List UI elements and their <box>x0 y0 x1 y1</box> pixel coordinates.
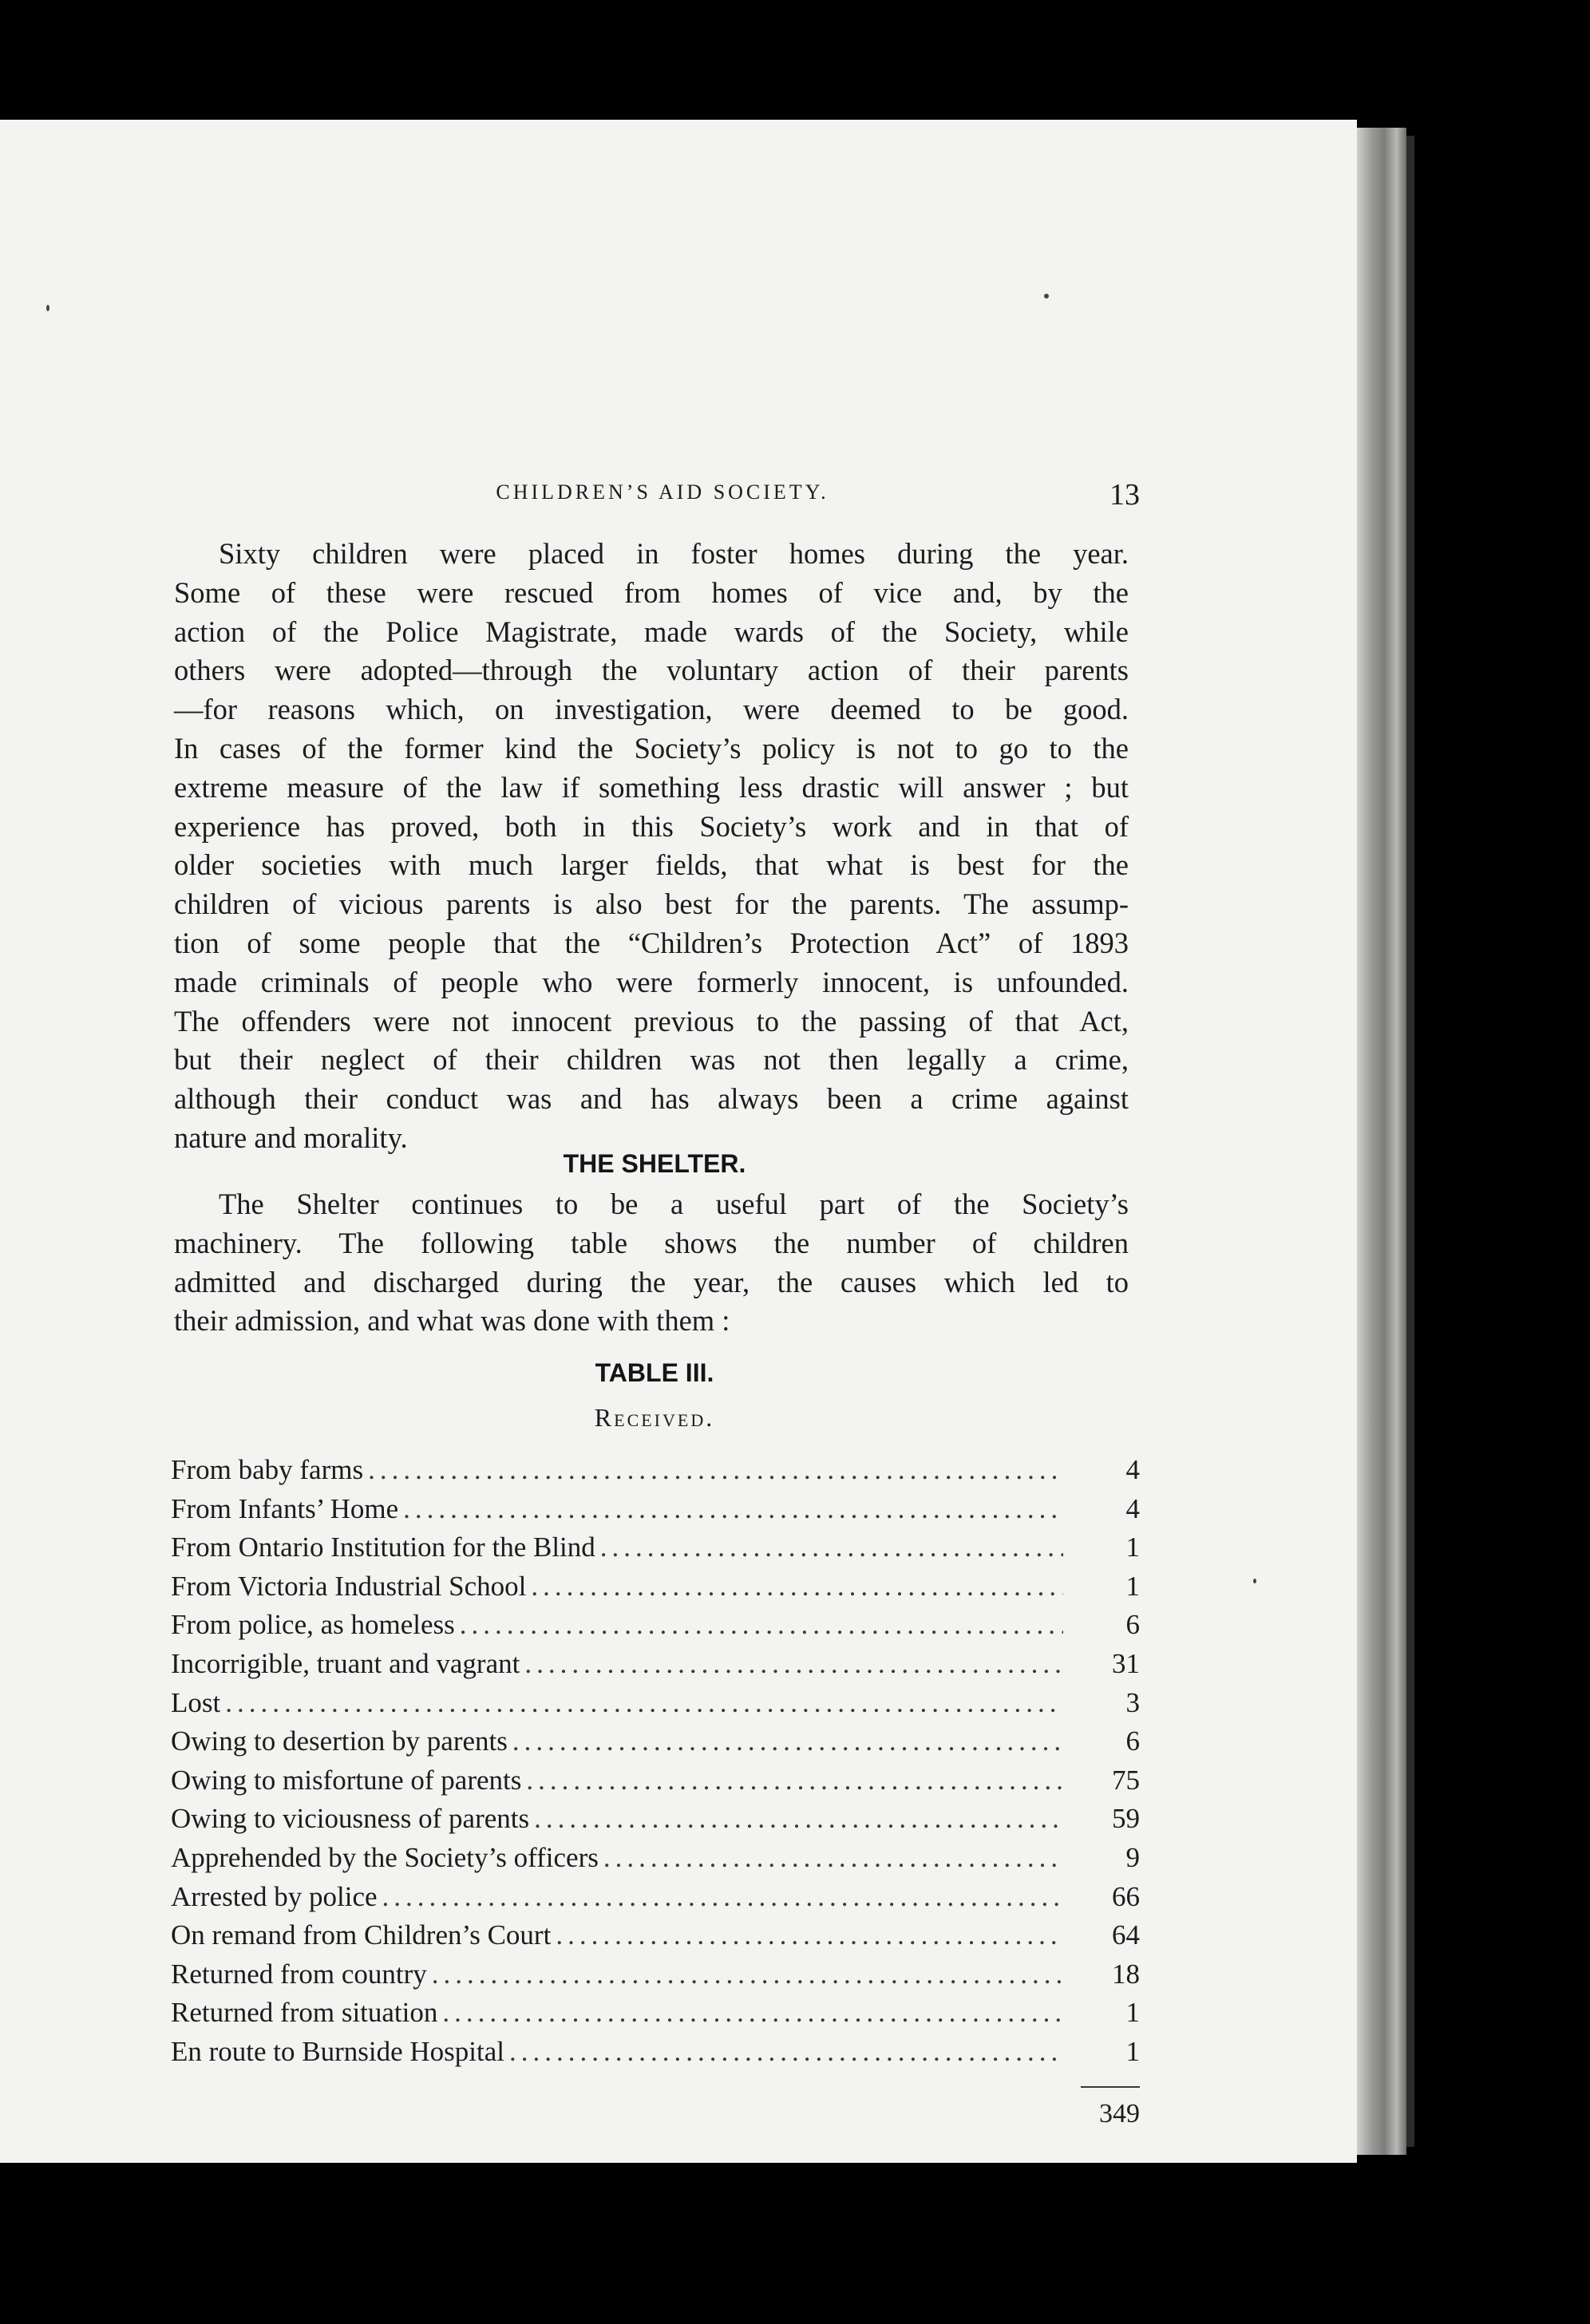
body-line: older societies with much larger fields, that what is best for the <box>174 848 1129 882</box>
body-line: made criminals of people who were formerly innocent, is unfounded. <box>174 965 1129 998</box>
row-label: On remand from Children’s Court <box>171 1919 552 1951</box>
body-line: The offenders were not innocent previous to the passing of that Act, <box>174 1004 1129 1038</box>
dot-leader <box>509 2033 1063 2072</box>
body-line: In cases of the former kind the Society’s policy is not to go to the <box>174 731 1129 765</box>
row-label: Apprehended by the Society’s officers <box>171 1841 599 1873</box>
dot-leader <box>432 1955 1063 1994</box>
body-line: others were adopted—through the voluntary action of their parents <box>174 654 1129 687</box>
body-line: nature and morality. <box>174 1120 408 1154</box>
body-line: although their conduct was and has always been a crime against <box>174 1082 1129 1116</box>
row-label: Owing to misfortune of parents <box>171 1764 522 1796</box>
row-label: Incorrigible, truant and vagrant <box>171 1647 520 1679</box>
received-table <box>171 1441 1140 2067</box>
page-edge <box>1357 128 1406 2155</box>
row-value: 3 <box>1125 1686 1140 1718</box>
dot-leader <box>531 1567 1063 1607</box>
dot-leader <box>442 1994 1063 2033</box>
body-line: action of the Police Magistrate, made wards of the Society, while <box>174 615 1129 648</box>
row-value: 75 <box>1112 1764 1140 1796</box>
row-value: 6 <box>1125 1725 1140 1757</box>
dot-leader <box>526 1761 1063 1800</box>
scan-speck <box>1253 1579 1256 1583</box>
page-number: 13 <box>1109 478 1140 512</box>
dot-leader <box>460 1606 1063 1645</box>
row-value: 31 <box>1112 1647 1140 1679</box>
row-value: 64 <box>1112 1919 1140 1951</box>
body-line: children of vicious parents is also best for the parents. The assump- <box>174 887 1129 921</box>
table-subtitle: Received. <box>594 1403 715 1432</box>
table-row <box>171 1441 1140 1485</box>
row-value: 1 <box>1125 1532 1140 1563</box>
dot-leader <box>534 1800 1063 1839</box>
dot-leader <box>512 1722 1063 1761</box>
row-value: 1 <box>1125 1997 1140 2029</box>
body-line: admitted and discharged during the year, the causes which led to <box>174 1265 1129 1298</box>
scan-speck <box>46 305 49 311</box>
dot-leader <box>368 1451 1063 1490</box>
body-line: Some of these were rescued from homes of vice and, by the <box>174 575 1129 609</box>
row-value: 59 <box>1112 1803 1140 1835</box>
page-edge-shadow <box>1406 136 1414 2147</box>
body-line: extreme measure of the law if something less drastic will answer ; but <box>174 770 1129 804</box>
book-page <box>0 120 1357 2163</box>
running-head: CHILDREN’S AID SOCIETY. <box>496 480 829 504</box>
row-value: 18 <box>1112 1958 1140 1990</box>
body-line: tion of some people that the “Children’s Protection Act” of 1893 <box>174 926 1129 959</box>
section-heading: THE SHELTER. <box>563 1149 746 1178</box>
body-line: —for reasons which, on investigation, were deemed to be good. <box>174 693 1129 726</box>
row-label: From Infants’ Home <box>171 1492 399 1524</box>
shelter-paragraph <box>174 1185 1129 1341</box>
row-label: From police, as homeless <box>171 1609 455 1641</box>
body-line: The Shelter continues to be a useful part of the Society’s <box>219 1188 1129 1220</box>
dot-leader <box>556 1916 1063 1955</box>
row-value: 1 <box>1125 1570 1140 1602</box>
row-label: From Ontario Institution for the Blind <box>171 1532 595 1563</box>
row-label: Returned from country <box>171 1958 427 1990</box>
dot-leader <box>225 1684 1063 1723</box>
body-line: Sixty children were placed in foster homes during the year. <box>219 537 1129 570</box>
body-line: machinery. The following table shows the number of children <box>174 1226 1129 1259</box>
body-line: but their neglect of their children was not then legally a crime, <box>174 1043 1129 1077</box>
body-paragraph <box>174 535 1129 1158</box>
dot-leader <box>403 1490 1063 1529</box>
dot-leader <box>603 1839 1063 1878</box>
row-label: Owing to viciousness of parents <box>171 1803 530 1835</box>
row-value: 1 <box>1125 2035 1140 2067</box>
dot-leader <box>524 1645 1063 1684</box>
total-rule <box>1081 2086 1140 2088</box>
scan-speck <box>1044 294 1049 298</box>
row-label: Lost <box>171 1686 221 1718</box>
row-value: 9 <box>1125 1841 1140 1873</box>
row-value: 6 <box>1125 1609 1140 1641</box>
table-total: 349 <box>1099 2099 1140 2128</box>
body-line: experience has proved, both in this Society’s work and in that of <box>174 809 1129 843</box>
row-label: Arrested by police <box>171 1880 378 1912</box>
dot-leader <box>600 1528 1063 1567</box>
body-line: their admission, and what was done with them : <box>174 1304 730 1338</box>
row-label: En route to Burnside Hospital <box>171 2035 505 2067</box>
row-label: From Victoria Industrial School <box>171 1570 527 1602</box>
row-label: Owing to desertion by parents <box>171 1725 508 1757</box>
row-label: Returned from situation <box>171 1997 438 2029</box>
table-title: TABLE III. <box>595 1358 714 1387</box>
row-label: From baby farms <box>171 1454 364 1485</box>
row-value: 66 <box>1112 1880 1140 1912</box>
row-value: 4 <box>1125 1492 1140 1524</box>
dot-leader <box>382 1878 1063 1917</box>
row-value: 4 <box>1125 1454 1140 1485</box>
